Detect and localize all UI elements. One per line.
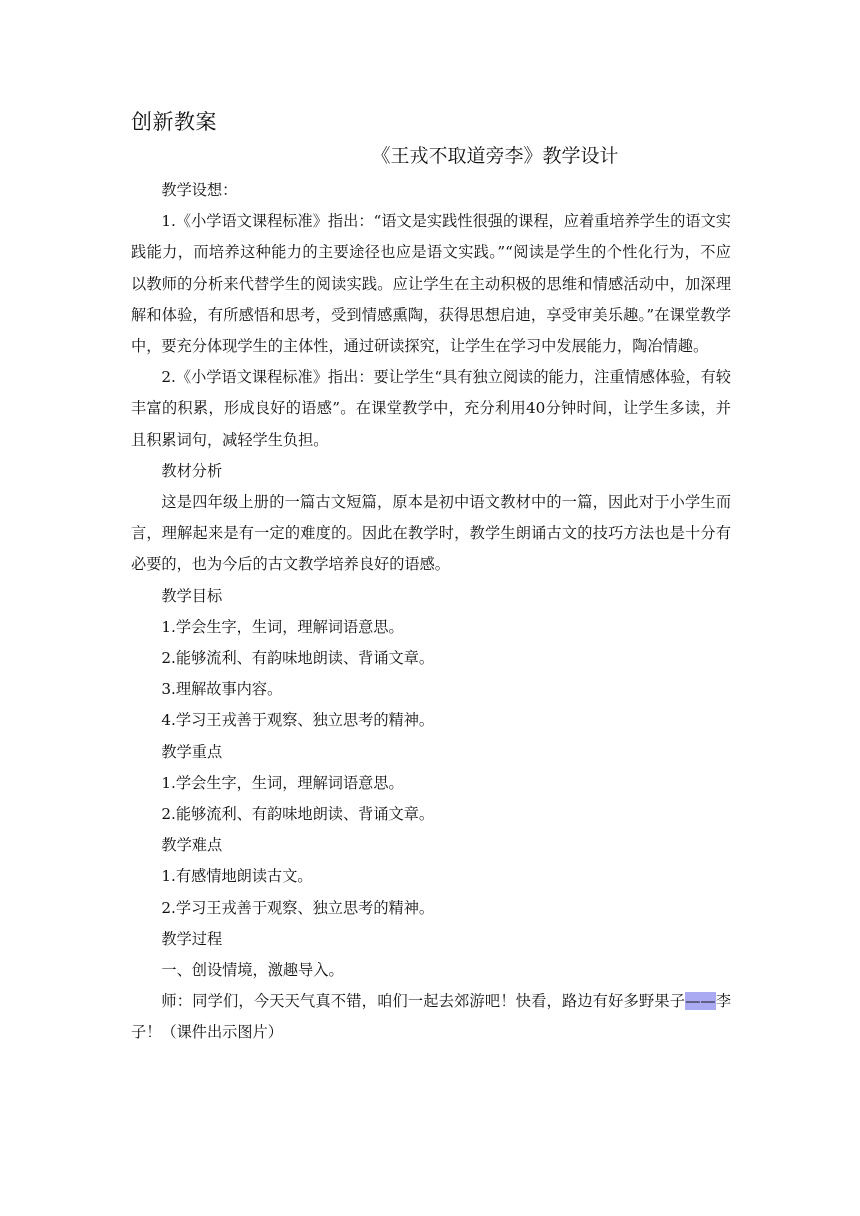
document-title: 《王戎不取道旁李》教学设计 [371, 145, 619, 167]
document-header: 创新教案 [131, 110, 217, 134]
paragraph-design-idea-1: 1.《小学语文课程标准》指出：“语文是实践性很强的课程，应着重培养学生的语文实践能力，而培养这种能力的主要途径也应是语文实践。”“阅读是学生的个性化行为，不应以教师的分析来代替学生的阅读实践。应让学生在主动积极的思维和情感活动中，加深理解和体验，有所感悟和思考，受到情感熏陶，获得思想启迪，享受审美乐趣。”在课堂教学中，要充分体现学生的主体性，通过研读探究，让学生在学习中发展能力，陶冶情趣。 [131, 212, 731, 356]
paragraph-goal-2: 2.能够流利、有韵味地朗读、背诵文章。 [161, 649, 435, 668]
paragraph-material-analysis: 这是四年级上册的一篇古文短篇，原本是初中语文教材中的一篇，因此对于小学生而言，理解起来是有一定的难度的。因此在教学时，教学生朗诵古文的技巧方法也是十分有必要的，也为今后的古文教学培养良好的语感。 [131, 493, 731, 574]
dialogue-text-after: 李子！（课件出示图片） [131, 992, 732, 1042]
paragraph-teacher-dialogue [131, 986, 731, 1048]
paragraph-material-heading: 教材分析 [161, 461, 223, 480]
paragraph-key-point-1: 1.学会生字，生词，理解词语意思。 [161, 773, 404, 792]
paragraph-difficulty-2: 2.学习王戎善于观察、独立思考的精神。 [161, 898, 435, 917]
highlighted-dash: —— [685, 992, 716, 1011]
paragraph-goal-4: 4.学习王戎善于观察、独立思考的精神。 [161, 711, 435, 730]
paragraph-process-heading: 教学过程 [161, 929, 223, 948]
paragraph-difficulty-1: 1.有感情地朗读古文。 [161, 867, 313, 886]
document-body [131, 175, 731, 1049]
paragraph-goal-1: 1.学会生字，生词，理解词语意思。 [161, 617, 404, 636]
paragraph-goal-3: 3.理解故事内容。 [161, 680, 283, 699]
paragraph-design-idea-heading: 教学设想： [161, 181, 238, 199]
paragraph-key-points-heading: 教学重点 [161, 742, 223, 761]
paragraph-process-step-1: 一、创设情境，激趣导入。 [161, 961, 344, 980]
paragraph-design-idea-2: 2.《小学语文课程标准》指出：要让学生“具有独立阅读的能力，注重情感体验，有较丰富的积累，形成良好的语感”。在课堂教学中，充分利用40分钟时间，让学生多读，并且积累词句，减轻学生负担。 [131, 368, 731, 449]
paragraph-key-point-2: 2.能够流利、有韵味地朗读、背诵文章。 [161, 805, 435, 824]
paragraph-difficulties-heading: 教学难点 [161, 836, 223, 855]
dialogue-text-before: 师：同学们，今天天气真不错，咱们一起去郊游吧！快看，路边有好多野果子 [161, 992, 686, 1011]
paragraph-goals-heading: 教学目标 [161, 586, 223, 605]
